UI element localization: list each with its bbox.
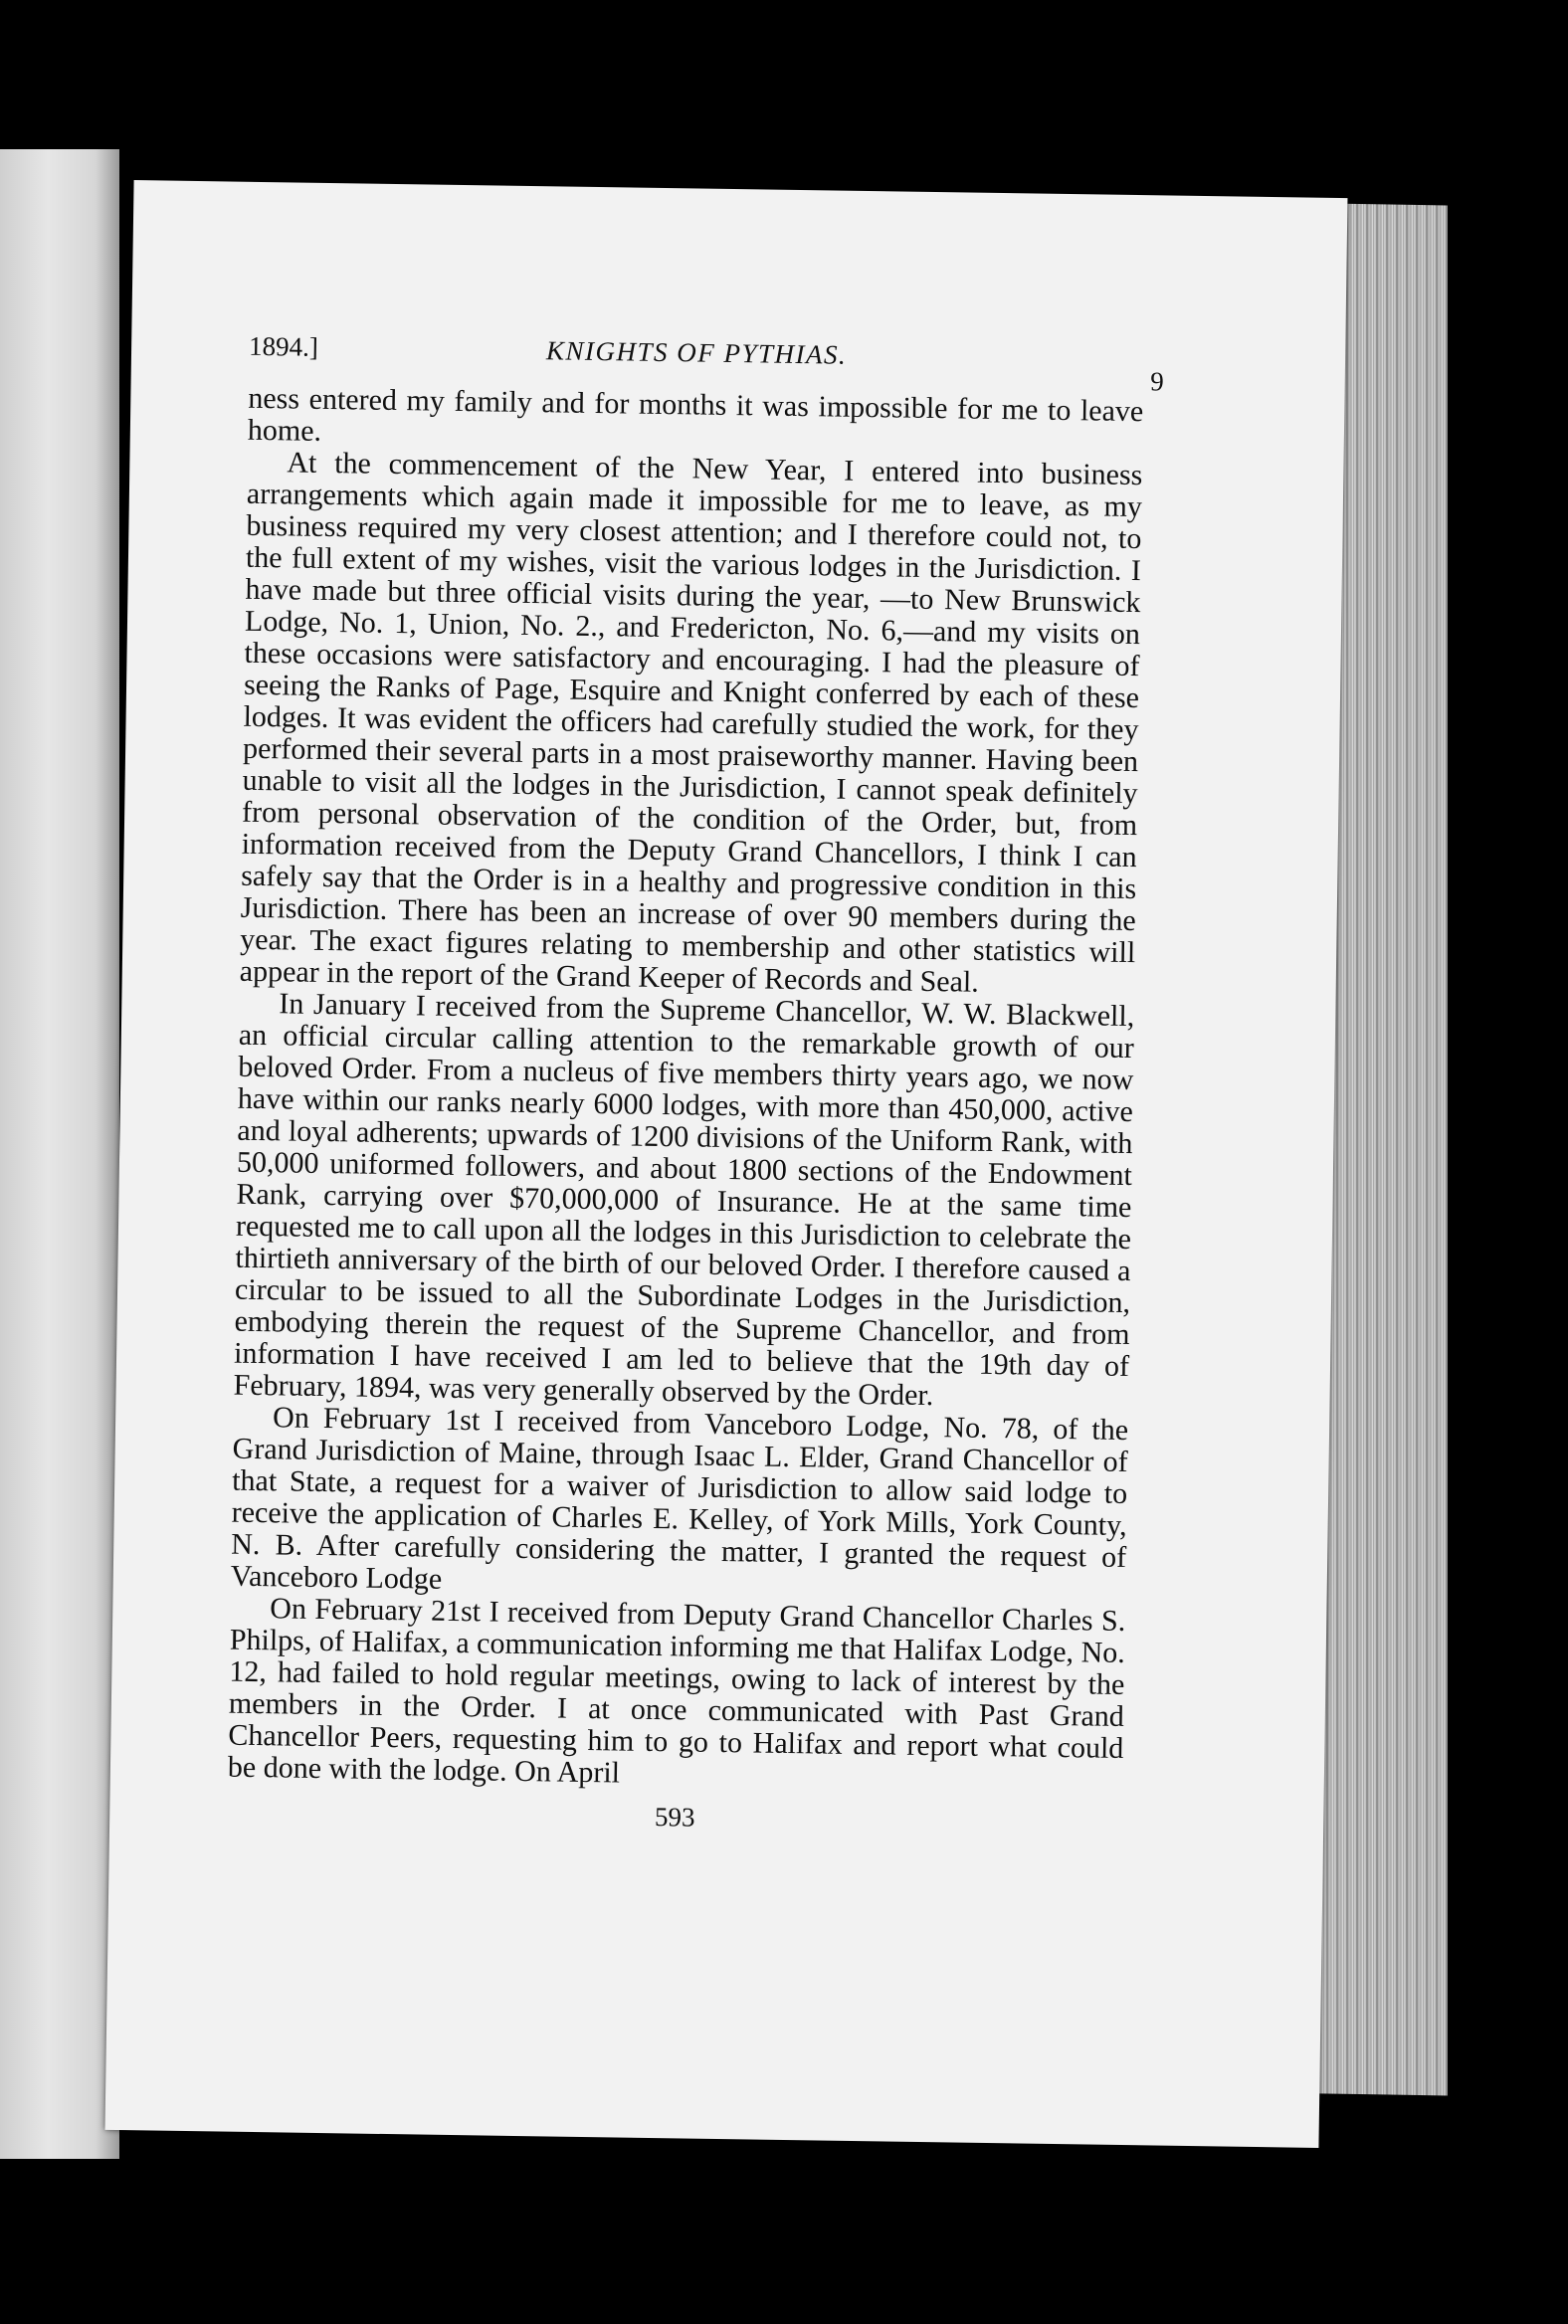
page-number: 9 [1149,366,1164,397]
body-text [228,383,1144,1797]
text-block [227,330,1164,1840]
header-title: KNIGHTS OF PYTHIAS. [545,335,848,370]
facing-page-edge [0,149,119,2159]
paragraph: In January I received from the Supreme Chancellor, W. W. Blackwell, an official circular calling attention to the remarkable growth of our beloved Order. From a nucleus of five members thirty years ago, we now have within our ranks nearly 6000 lodges, with more than 450,000, active and loyal adherents; upwards of 1200 divisions of the Uniform Rank, with 50,000 uniformed followers, and about 1800 sections of the Endowment Rank, carrying over $70,000,000 of Insurance. He at the same time requested me to call upon all the lodges in this Jurisdiction to celebrate the thirtieth anniversary of the birth of our beloved Order. I therefore caused a circular to be issued to all the Subordinate Lodges in the Jurisdiction, embodying therein the request of the Supreme Chancellor, and from information I have received I am led to believe that the 19th day of February, 1894, was very generally observed by the Order. [233,987,1135,1413]
paragraph: On February 21st I received from Deputy Grand Chancellor Charles S. Philps, of Halifax, a communication informing me that Halifax Lodge, No. 12, had failed to hold regular meetings, owing to lack of interest by the members in the Order. I at once communicated with Past Grand Chancellor Peers, requesting him to go to Halifax and report what could be done with the lodge. On April [227,1592,1126,1790]
paragraph: At the commencement of the New Year, I entered into business arrangements which again made it impossible for me to leave, as my business required my very closest attention; and I therefore could not, to the full extent of my wishes, visit the various lodges in the Jurisdiction. I have made but three official visits during the year, —to New Brunswick Lodge, No. 1, Union, No. 2., and Fredericton, No. 6,—and my visits on these occasions were satisfactory and encouraging. I had the pleasure of seeing the Ranks of Page, Esquire and Knight conferred by each of these lodges. It was evident the officers had carefully studied the work, for they performed their several parts in a most praiseworthy manner. Having been unable to visit all the lodges in the Jurisdiction, I cannot speak definitely from personal observation of the condition of the Order, but, from information received from the Deputy Grand Chancellors, I think I can safely say that the Order is in a healthy and progressive condition in this Jurisdiction. There has been an increase of over 90 members during the year. The exact figures relating to membership and other statistics will appear in the report of the Grand Keeper of Records and Seal. [239,446,1143,999]
folio-number: 593 [654,1802,695,1833]
header-year: 1894.] [248,330,319,362]
book-page [105,180,1348,2148]
paragraph: On February 1st I received from Vanceboro Lodge, No. 78, of the Grand Jurisdiction of Maine, through Isaac L. Elder, Grand Chancellor of that State, a request for a waiver of Jurisdiction to allow said lodge to receive the application of Charles E. Kelley, of York Mills, York County, N. B. After carefully considering the matter, I granted the request of Vanceboro Lodge [230,1401,1129,1596]
paragraph: ness entered my family and for months it was impossible for me to leave home. [247,381,1144,448]
